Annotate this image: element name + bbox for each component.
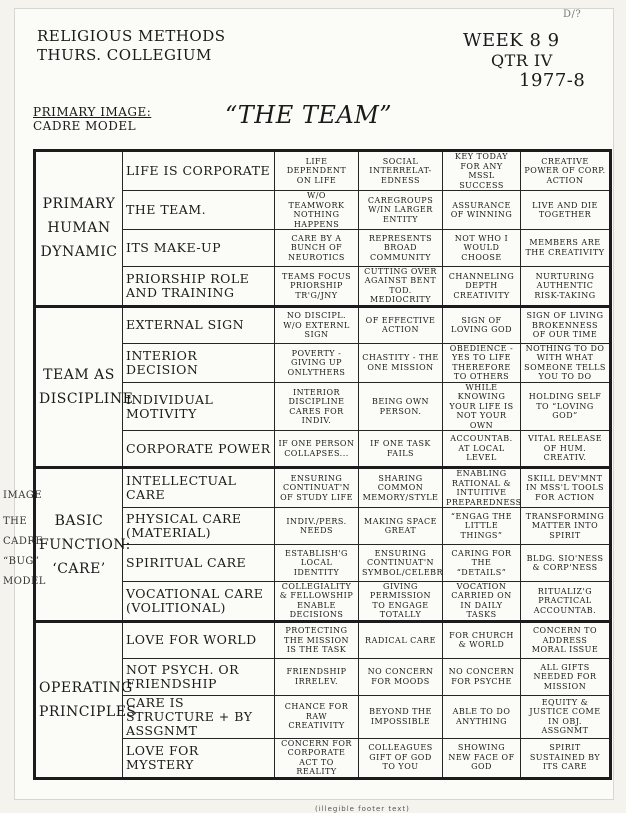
- grid-cell: CONCERN TO ADDRESS MORAL ISSUE: [521, 621, 611, 658]
- grid-cell: ACCOUNTAB. AT LOCAL LEVEL: [443, 431, 521, 468]
- grid-row: [35, 306, 611, 343]
- grid-cell: BEYOND THE IMPOSSIBLE: [359, 695, 443, 738]
- grid-cell: TRANSFORMING MATTER INTO SPIRIT: [521, 508, 611, 545]
- row-label: NOT PSYCH. OR FRIENDSHIP: [123, 658, 275, 695]
- row-label: CARE IS STRUCTURE + BY ASSGNMT: [123, 695, 275, 738]
- margin-note: “BUG”: [3, 556, 40, 567]
- grid-cell: COLLEAGUES GIFT OF GOD TO YOU: [359, 738, 443, 778]
- grid-cell: OBEDIENCE - YES TO LIFE THEREFORE TO OTHERS: [443, 343, 521, 382]
- primary-image-block: [33, 105, 151, 133]
- grid-cell: EQUITY & JUSTICE COME IN OBJ. ASSGNMT: [521, 695, 611, 738]
- grid-cell: “ENGAG THE LITTLE THINGS”: [443, 508, 521, 545]
- grid-cell: NO CONCERN FOR PSYCHE: [443, 658, 521, 695]
- grid-cell: CHANCE FOR RAW CREATIVITY: [275, 695, 359, 738]
- grid-cell: PROTECTING THE MISSION IS THE TASK: [275, 621, 359, 658]
- grid-cell: CONCERN FOR CORPORATE ACT TO REALITY: [275, 738, 359, 778]
- margin-note: IMAGE: [3, 490, 43, 501]
- grid-cell: ENSURING CONTINUAT'N SYMBOL/CELEBR: [359, 545, 443, 582]
- grid-cell: INTERIOR DISCIPLINE CARES FOR INDIV.: [275, 382, 359, 431]
- grid-cell: INDIV./PERS. NEEDS: [275, 508, 359, 545]
- grid-cell: VOCATION CARRIED ON IN DAILY TASKS: [443, 581, 521, 621]
- margin-note: CADRE: [3, 536, 44, 547]
- margin-note: MODEL: [3, 576, 46, 587]
- grid-cell: CREATIVE POWER OF CORP. ACTION: [521, 151, 611, 191]
- course-title: RELIGIOUS METHODS: [37, 27, 226, 45]
- row-label: LOVE FOR MYSTERY: [123, 738, 275, 778]
- grid-cell: VITAL RELEASE OF HUM. CREATIV.: [521, 431, 611, 468]
- primary-image-value: CADRE MODEL: [33, 119, 137, 133]
- row-label: ITS MAKE-UP: [123, 230, 275, 267]
- row-label: LIFE IS CORPORATE: [123, 151, 275, 191]
- grid-cell: OF EFFECTIVE ACTION: [359, 306, 443, 343]
- course-session: THURS. COLLEGIUM: [37, 46, 212, 64]
- grid-cell: SIGN OF LOVING GOD: [443, 306, 521, 343]
- grid-cell: SHOWING NEW FACE OF GOD: [443, 738, 521, 778]
- grid-cell: W/O TEAMWORK NOTHING HAPPENS: [275, 191, 359, 230]
- grid-cell: NURTURING AUTHENTIC RISK-TAKING: [521, 266, 611, 306]
- grid-cell: POVERTY - GIVING UP ONLYTHERS: [275, 343, 359, 382]
- grid-cell: SKILL DEV'MNT IN MSS'L TOOLS FOR ACTION: [521, 468, 611, 508]
- corner-note: D/?: [563, 9, 582, 20]
- margin-note: THE: [3, 516, 28, 527]
- course-header: [37, 27, 226, 65]
- grid-cell: FRIENDSHIP IRRELEV.: [275, 658, 359, 695]
- grid-cell: IF ONE PERSON COLLAPSES...: [275, 431, 359, 468]
- grid-row: [35, 468, 611, 508]
- grid-cell: ABLE TO DO ANYTHING: [443, 695, 521, 738]
- row-label: PRIORSHIP ROLE AND TRAINING: [123, 266, 275, 306]
- grid-cell: RITUALIZ'G PRACTICAL ACCOUNTAB.: [521, 581, 611, 621]
- year: 1977-8: [519, 70, 586, 91]
- grid-cell: IF ONE TASK FAILS: [359, 431, 443, 468]
- grid-cell: MEMBERS ARE THE CREATIVITY: [521, 230, 611, 267]
- row-label: CORPORATE POWER: [123, 431, 275, 468]
- grid-cell: CUTTING OVER AGAINST BENT TOD. MEDIOCRITY: [359, 266, 443, 306]
- grid-cell: SOCIAL INTERRELAT-EDNESS: [359, 151, 443, 191]
- grid-cell: FOR CHURCH & WORLD: [443, 621, 521, 658]
- grid-cell: NOT WHO I WOULD CHOOSE: [443, 230, 521, 267]
- grid-cell: HOLDING SELF TO “LOVING GOD”: [521, 382, 611, 431]
- section-label: OPERATING PRINCIPLES: [35, 621, 123, 778]
- grid-cell: WHILE KNOWING YOUR LIFE IS NOT YOUR OWN: [443, 382, 521, 431]
- grid-cell: KEY TODAY FOR ANY MSSL SUCCESS: [443, 151, 521, 191]
- row-label: SPIRITUAL CARE: [123, 545, 275, 582]
- row-label: INDIVIDUAL MOTIVITY: [123, 382, 275, 431]
- grid-cell: BLDG. SIO'NESS & CORP'NESS: [521, 545, 611, 582]
- grid-cell: GIVING PERMISSION TO ENGAGE TOTALLY: [359, 581, 443, 621]
- grid-cell: ESTABLISH'G LOCAL IDENTITY: [275, 545, 359, 582]
- grid-cell: CAREGROUPS W/IN LARGER ENTITY: [359, 191, 443, 230]
- week-header: [463, 31, 585, 91]
- grid-cell: COLLEGIALITY & FELLOWSHIP ENABLE DECISIONS: [275, 581, 359, 621]
- row-label: THE TEAM.: [123, 191, 275, 230]
- grid-cell: BEING OWN PERSON.: [359, 382, 443, 431]
- grid-cell: LIVE AND DIE TOGETHER: [521, 191, 611, 230]
- section-label: PRIMARY HUMAN DYNAMIC: [35, 151, 123, 307]
- grid-cell: CHASTITY - THE ONE MISSION: [359, 343, 443, 382]
- week-number: WEEK 8 9: [463, 30, 560, 51]
- grid-cell: ALL GIFTS NEEDED FOR MISSION: [521, 658, 611, 695]
- row-label: VOCATIONAL CARE (VOLITIONAL): [123, 581, 275, 621]
- grid-row: [35, 151, 611, 191]
- grid-cell: SPIRIT SUSTAINED BY ITS CARE: [521, 738, 611, 778]
- grid-cell: ENABLING RATIONAL & INTUITIVE PREPAREDNESS: [443, 468, 521, 508]
- section-label: BASIC FUNCTION: ‘CARE’: [35, 468, 123, 622]
- footer-text: (illegible footer text): [315, 805, 410, 813]
- grid-row: [35, 621, 611, 658]
- grid-cell: RADICAL CARE: [359, 621, 443, 658]
- grid-cell: CHANNELING DEPTH CREATIVITY: [443, 266, 521, 306]
- grid-cell: ASSURANCE OF WINNING: [443, 191, 521, 230]
- grid-cell: CARING FOR THE “DETAILS”: [443, 545, 521, 582]
- grid-cell: MAKING SPACE GREAT: [359, 508, 443, 545]
- row-label: INTERIOR DECISION: [123, 343, 275, 382]
- grid-cell: NO CONCERN FOR MOODS: [359, 658, 443, 695]
- primary-image-label: PRIMARY IMAGE:: [33, 105, 152, 119]
- grid-cell: CARE BY A BUNCH OF NEUROTICS: [275, 230, 359, 267]
- grid-cell: ENSURING CONTINUAT'N OF STUDY LIFE: [275, 468, 359, 508]
- row-label: LOVE FOR WORLD: [123, 621, 275, 658]
- grid-cell: NOTHING TO DO WITH WHAT SOMEONE TELLS YOU TO DO: [521, 343, 611, 382]
- grid-cell: SIGN OF LIVING BROKENNESS OF OUR TIME: [521, 306, 611, 343]
- quarter: QTR IV: [491, 51, 553, 70]
- grid-cell: NO DISCIPL. W/O EXTERNL SIGN: [275, 306, 359, 343]
- methods-grid: [33, 149, 612, 780]
- section-label: TEAM AS DISCIPLINE: [35, 306, 123, 467]
- document-page: [3, 8, 614, 813]
- row-label: EXTERNAL SIGN: [123, 306, 275, 343]
- grid-cell: LIFE DEPENDENT ON LIFE: [275, 151, 359, 191]
- row-label: INTELLECTUAL CARE: [123, 468, 275, 508]
- row-label: PHYSICAL CARE (MATERIAL): [123, 508, 275, 545]
- image-title: “THE TEAM”: [225, 101, 393, 129]
- grid-cell: TEAMS FOCUS PRIORSHIP TR'G/JNY: [275, 266, 359, 306]
- grid-cell: SHARING COMMON MEMORY/STYLE: [359, 468, 443, 508]
- grid-cell: REPRESENTS BROAD COMMUNITY: [359, 230, 443, 267]
